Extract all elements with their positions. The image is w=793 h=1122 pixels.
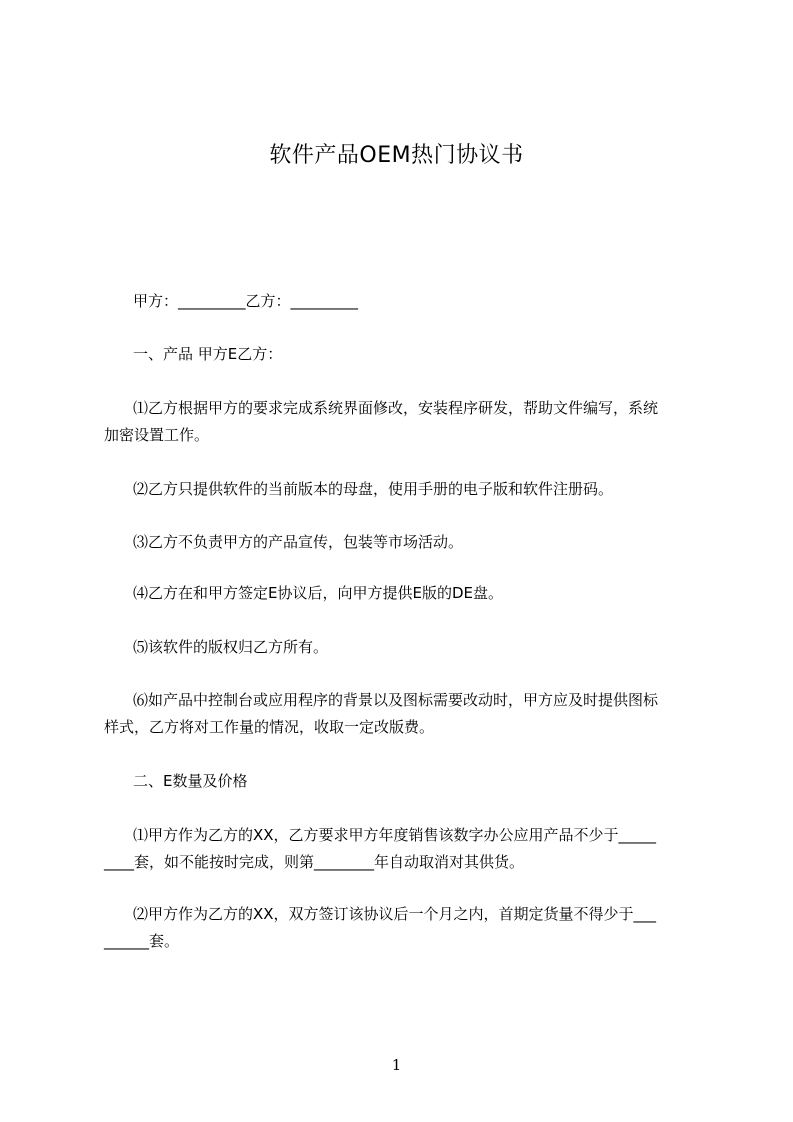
clause-1-3: ⑶乙方不负责甲方的产品宣传，包装等市场活动。 bbox=[133, 533, 464, 551]
clause-1-1-line-1: ⑴乙方根据甲方的要求完成系统界面修改，安装程序研发，帮助文件编写，系统 bbox=[133, 399, 659, 417]
page-number: 1 bbox=[391, 1056, 402, 1074]
clause-1-5: ⑸该软件的版权归乙方所有。 bbox=[133, 638, 329, 656]
clause-1-6-line-1: ⑹如产品中控制台或应用程序的背景以及图标需要改动时，甲方应及时提供图标 bbox=[133, 691, 659, 709]
clause-1-4: ⑷乙方在和甲方签定E协议后，向甲方提供E版的DE盘。 bbox=[133, 584, 503, 602]
clause-2-1-line-2: ____套，如不能按时完成，则第________年自动取消对其供货。 bbox=[104, 853, 525, 871]
clause-1-1-line-2: 加密设置工作。 bbox=[104, 426, 210, 444]
clause-1-2: ⑵乙方只提供软件的当前版本的母盘，使用手册的电子版和软件注册码。 bbox=[133, 480, 614, 498]
section-1-heading: 一、产品 甲方E乙方： bbox=[133, 345, 283, 363]
section-2-heading: 二、E数量及价格 bbox=[133, 772, 248, 790]
clause-1-6-line-2: 样式，乙方将对工作量的情况，收取一定改版费。 bbox=[104, 718, 435, 736]
document-title: 软件产品OEM热门协议书 bbox=[269, 143, 524, 168]
clause-2-1-line-1: ⑴甲方作为乙方的XX，乙方要求甲方年度销售该数字办公应用产品不少于_____ bbox=[133, 826, 657, 844]
clause-2-2-line-2: ______套。 bbox=[104, 932, 180, 950]
clause-2-2-line-1: ⑵甲方作为乙方的XX，双方签订该协议后一个月之内，首期定货量不得少于___ bbox=[133, 905, 657, 923]
parties-line: 甲方：_________乙方：_________ bbox=[133, 292, 359, 310]
